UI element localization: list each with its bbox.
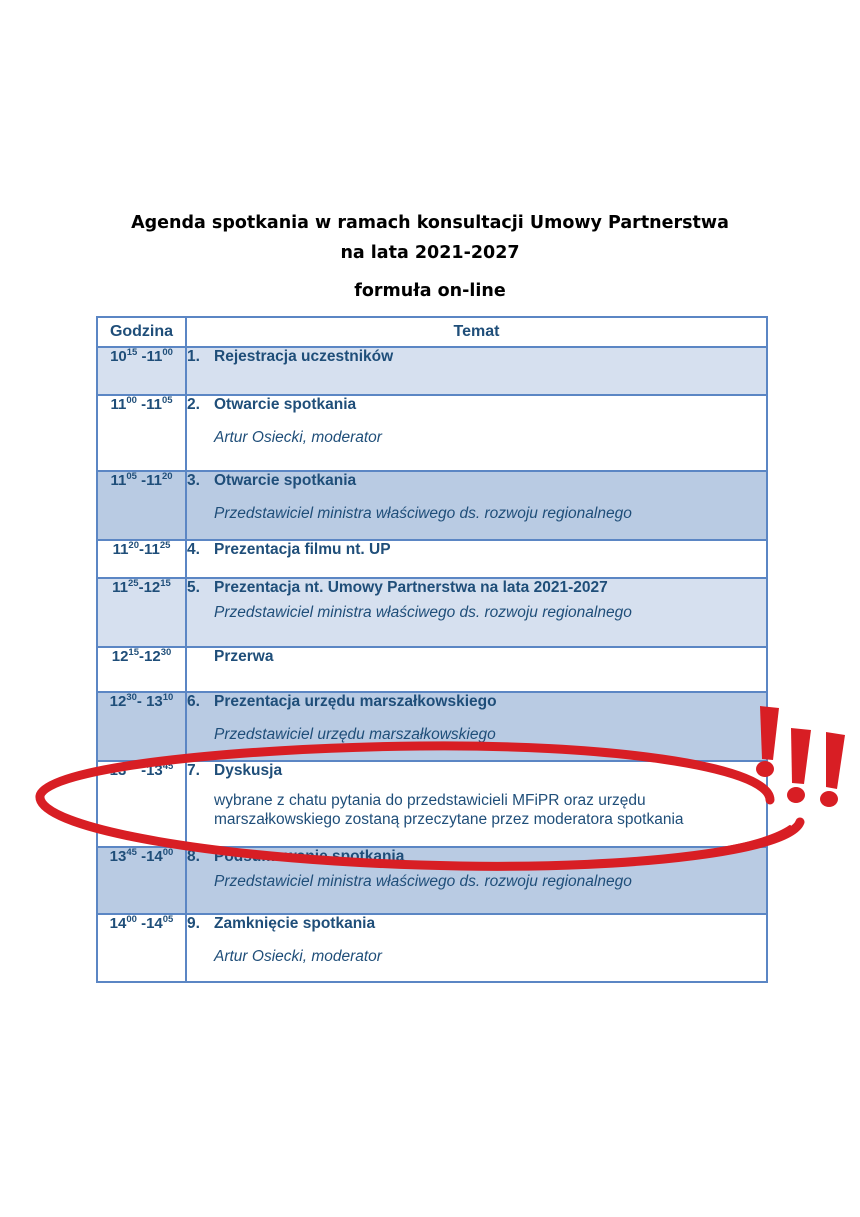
start-minute: 05	[126, 471, 137, 482]
end-minute: 25	[159, 540, 171, 551]
item-speaker: Przedstawiciel ministra właściwego ds. rozwoju regionalnego	[214, 604, 632, 621]
time-cell	[97, 847, 186, 914]
end-minute: 15	[160, 578, 171, 589]
end-hour: 12	[144, 648, 161, 665]
item-number: 9.	[187, 915, 200, 932]
agenda-title-years: na lata 2021-2027	[340, 243, 520, 263]
item-number: 6.	[187, 693, 200, 710]
topic-cell	[186, 471, 767, 540]
item-number: 4.	[187, 541, 200, 558]
end-minute: 10	[162, 692, 174, 703]
end-minute: 05	[161, 395, 173, 406]
end-hour: 11	[146, 472, 162, 489]
item-title: Rejestracja uczestników	[214, 348, 394, 365]
end-hour: 11	[146, 348, 163, 365]
time-cell	[97, 395, 186, 471]
item-speaker: Przedstawiciel urzędu marszałkowskiego	[214, 726, 496, 743]
start-hour: 12	[109, 693, 127, 710]
start-hour: 12	[111, 648, 129, 665]
topic-cell	[186, 647, 767, 692]
agenda-row	[97, 540, 767, 578]
item-speaker: Przedstawiciel ministra właściwego ds. rozwoju regionalnego	[214, 505, 632, 522]
header-time: Godzina	[97, 317, 186, 347]
start-hour: 11	[110, 396, 127, 413]
end-minute: 00	[162, 347, 173, 358]
end-hour: 13	[146, 762, 163, 779]
start-hour: 11	[112, 579, 128, 596]
item-number: 8.	[187, 848, 200, 865]
start-hour: 10	[110, 348, 127, 365]
time-separator: -	[136, 848, 147, 865]
time-separator: -	[136, 762, 147, 779]
start-minute: 25	[128, 578, 139, 589]
item-description: wybrane z chatu pytania do przedstawicieli MFiPR oraz urzędu marszałkowskiego zostaną przeczytane przez moderatora spotkania	[214, 792, 684, 828]
agenda-row	[97, 647, 767, 692]
header-topic: Temat	[186, 317, 767, 347]
topic-cell	[186, 540, 767, 578]
item-speaker: Artur Osiecki, moderator	[214, 948, 382, 965]
item-title: Zamknięcie spotkania	[214, 915, 376, 932]
agenda-format: formuła on-line	[354, 281, 506, 301]
start-minute: 20	[128, 540, 139, 551]
time-separator: -	[138, 579, 144, 596]
end-hour: 12	[143, 579, 161, 596]
time-cell	[97, 914, 186, 982]
topic-cell	[186, 692, 767, 761]
end-minute: 00	[162, 847, 174, 858]
agenda-row	[97, 471, 767, 540]
time-cell	[97, 647, 186, 692]
end-hour: 13	[146, 693, 163, 710]
end-minute: 20	[161, 471, 173, 482]
agenda-row	[97, 347, 767, 395]
agenda-table	[96, 316, 768, 983]
item-speaker: Przedstawiciel ministra właściwego ds. rozwoju regionalnego	[214, 873, 632, 890]
item-title: Prezentacja nt. Umowy Partnerstwa na lata 2021-2027	[214, 579, 608, 596]
agenda-row	[97, 847, 767, 914]
item-title: Dyskusja	[214, 762, 283, 779]
topic-cell	[186, 914, 767, 982]
start-hour: 13	[109, 762, 127, 779]
start-hour: 13	[109, 848, 127, 865]
topic-cell	[186, 395, 767, 471]
item-title: Prezentacja filmu nt. UP	[214, 541, 391, 558]
time-cell	[97, 578, 186, 647]
topic-cell	[186, 847, 767, 914]
agenda-row	[97, 578, 767, 647]
time-separator: -	[136, 396, 147, 413]
agenda-row	[97, 761, 767, 847]
item-number: 1.	[187, 348, 200, 365]
item-title: Podsumowanie spotkania	[214, 848, 405, 865]
item-title: Prezentacja urzędu marszałkowskiego	[214, 693, 497, 710]
start-minute: 30	[126, 692, 137, 703]
agenda-row	[97, 692, 767, 761]
time-cell	[97, 347, 186, 395]
end-hour: 11	[144, 541, 160, 558]
item-number: 5.	[187, 579, 200, 596]
end-hour: 11	[146, 396, 162, 413]
time-cell	[97, 692, 186, 761]
time-separator: -	[137, 348, 147, 365]
topic-cell	[186, 347, 767, 395]
item-title: Przerwa	[214, 648, 274, 665]
time-separator: -	[136, 915, 147, 932]
topic-cell	[186, 578, 767, 647]
exclamation-marks-icon	[756, 706, 845, 807]
end-minute: 30	[160, 647, 172, 658]
agenda-title: Agenda spotkania w ramach konsultacji Umowy Partnerstwa	[131, 213, 729, 233]
time-separator: -	[139, 541, 144, 558]
start-hour: 11	[110, 472, 127, 489]
item-title: Otwarcie spotkania	[214, 396, 357, 413]
start-minute: 15	[126, 347, 138, 358]
topic-cell	[186, 761, 767, 847]
item-number: 3.	[187, 472, 200, 489]
time-cell	[97, 761, 186, 847]
time-cell	[97, 471, 186, 540]
time-cell	[97, 540, 186, 578]
agenda-row	[97, 395, 767, 471]
start-minute: 15	[128, 647, 139, 658]
start-minute: 00	[126, 395, 137, 406]
start-minute: 45	[126, 847, 137, 858]
start-hour: 11	[112, 541, 129, 558]
item-number: 7.	[187, 762, 200, 779]
end-minute: 05	[162, 914, 174, 925]
start-minute: 00	[126, 914, 137, 925]
item-title: Otwarcie spotkania	[214, 472, 357, 489]
end-hour: 14	[146, 915, 163, 932]
time-separator: -	[136, 693, 147, 710]
start-hour: 14	[109, 915, 127, 932]
start-minute: 10	[126, 761, 137, 772]
agenda-row	[97, 914, 767, 982]
end-hour: 14	[146, 848, 163, 865]
end-minute: 45	[162, 761, 174, 772]
time-separator: -	[136, 472, 147, 489]
time-separator: -	[139, 648, 144, 665]
item-number: 2.	[187, 396, 200, 413]
item-speaker: Artur Osiecki, moderator	[214, 429, 382, 446]
